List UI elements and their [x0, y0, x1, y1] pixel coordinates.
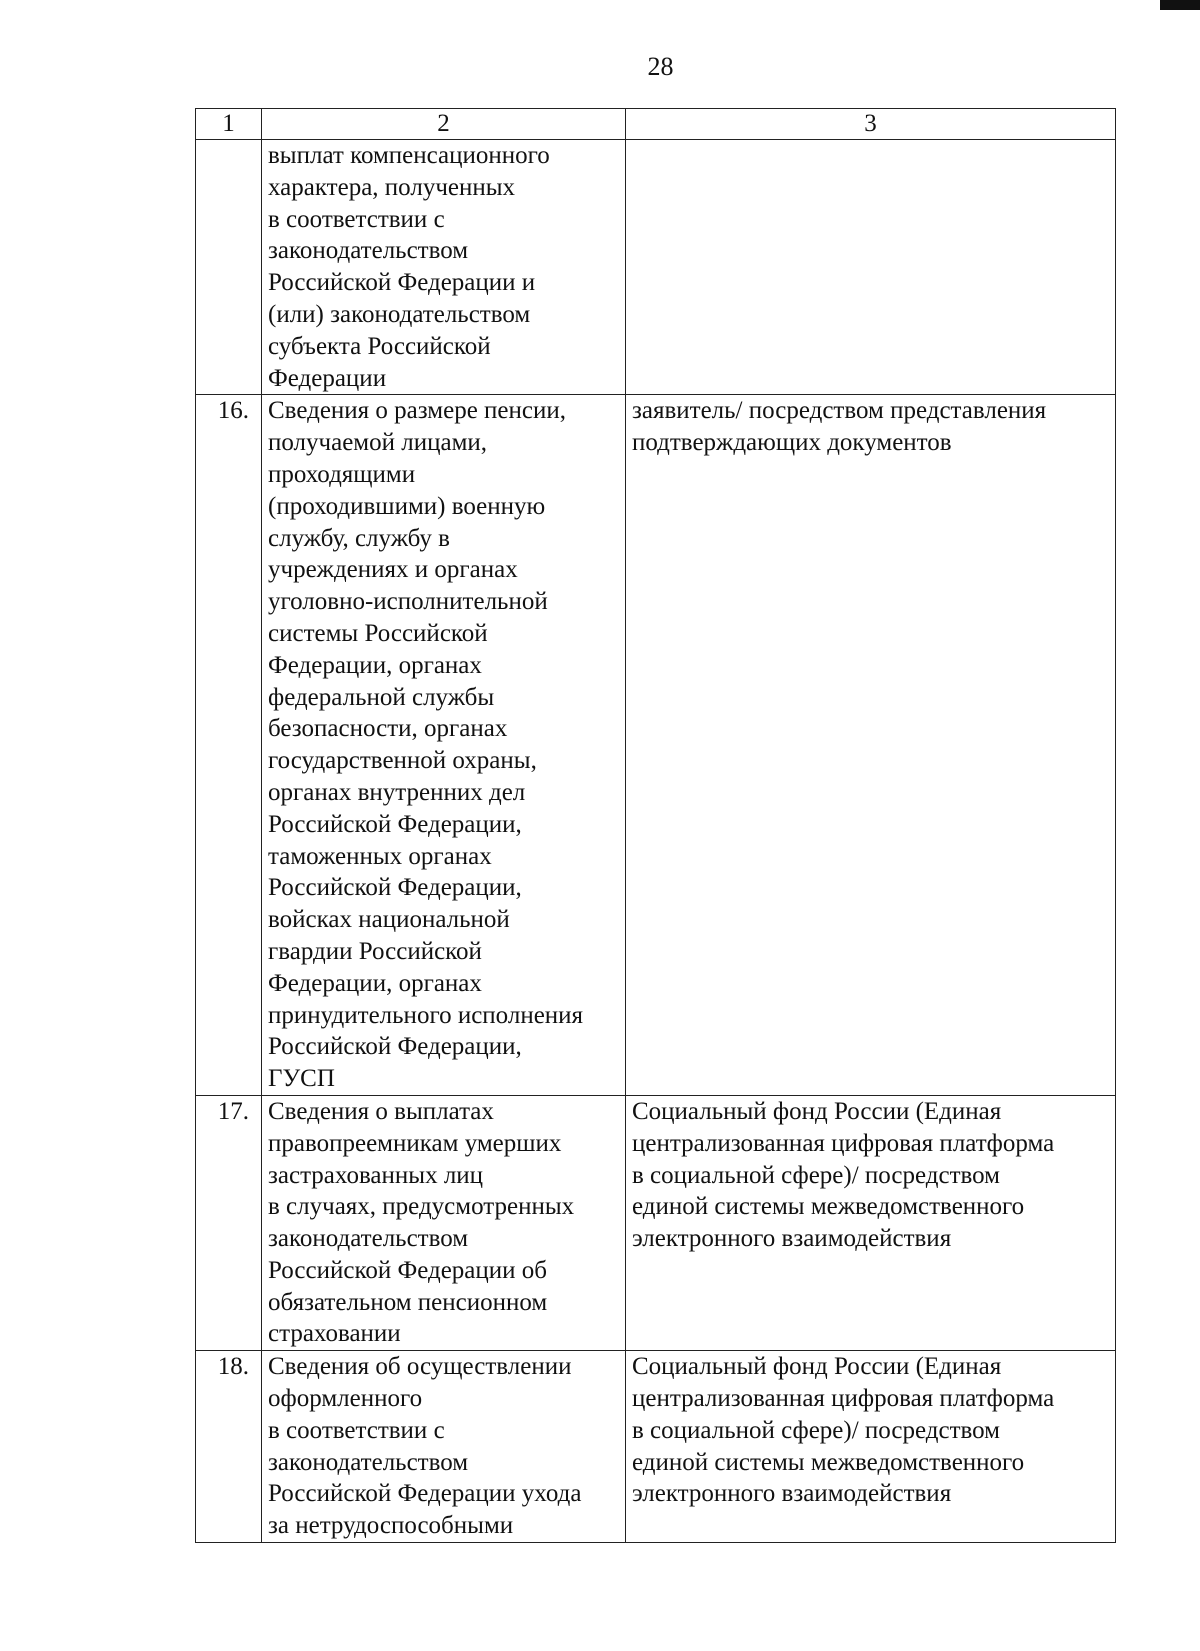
row-number: 17. [196, 1095, 262, 1350]
table-header-row [196, 109, 1116, 140]
info-cell [262, 1351, 626, 1543]
column-header-1: 1 [196, 109, 262, 140]
scan-corner-mark [1160, 0, 1200, 10]
info-cell [262, 140, 626, 395]
source-cell [626, 1095, 1116, 1350]
info-text: Сведения о размере пенсии, получаемой лицами, проходящими (проходившими) военную службу, службу в учреждениях и органах уголовно-исполнительной системы Российской Федерации, органах федеральной службы безопасности, органах государственной охраны, органах внутренних дел Российской Федерации, таможенных органах Российской Федерации, войсках национальной гвардии Российской Федерации, органах принудительного исполнения Российской Федерации, ГУСП [268, 397, 584, 1093]
table-row [196, 395, 1116, 1096]
info-cell [262, 395, 626, 1096]
info-text: выплат компенсационного характера, полученных в соответствии с законодательством Российской Федерации и (или) законодательством субъекта Российской Федерации [268, 142, 550, 392]
source-cell [626, 140, 1116, 395]
source-cell [626, 1351, 1116, 1543]
document-table [195, 108, 1116, 1543]
info-text: Сведения об осуществлении оформленного в соответствии с законодательством Российской Федерации ухода за нетрудоспособными [268, 1353, 582, 1540]
info-cell [262, 1095, 626, 1350]
row-number: 18. [196, 1351, 262, 1543]
page-number: 28 [647, 52, 674, 81]
table-row [196, 140, 1116, 395]
table-row [196, 1351, 1116, 1543]
info-text: Сведения о выплатах правопреемникам умерших застрахованных лиц в случаях, предусмотренных законодательством Российской Федерации об обязательном пенсионном страховании [268, 1097, 575, 1348]
source-text: заявитель/ посредством представления подтверждающих документов [632, 397, 1047, 457]
row-number [196, 140, 262, 395]
row-number: 16. [196, 395, 262, 1096]
column-header-3: 3 [626, 109, 1116, 140]
source-text: Социальный фонд России (Единая централизованная цифровая платформа в социальной сфере)/ посредством единой системы межведомственного электронного взаимодействия [632, 1353, 1055, 1508]
source-cell [626, 395, 1116, 1096]
column-header-2: 2 [262, 109, 626, 140]
source-text: Социальный фонд России (Единая централизованная цифровая платформа в социальной сфере)/ посредством единой системы межведомственного электронного взаимодействия [632, 1097, 1055, 1253]
table-row [196, 1095, 1116, 1350]
